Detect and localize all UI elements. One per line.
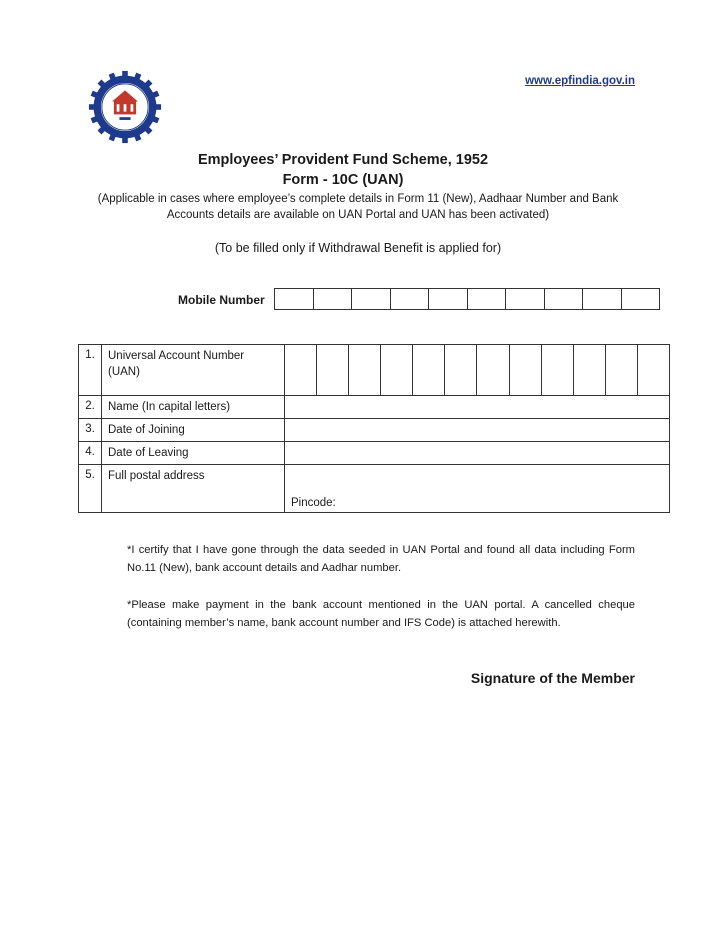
mobile-digit-box[interactable] [621,289,660,309]
applicability-note: (Applicable in cases where employee’s complete details in Form 11 (New), Aadhaar Number and Bank Accounts details are available on UAN Portal and UAN has been activated) [97,193,619,221]
date-of-leaving-label: Date of Leaving [102,442,285,465]
date-of-joining-input[interactable] [285,419,670,442]
uan-input[interactable] [285,345,670,396]
table-row [79,396,670,419]
uan-digit-box[interactable] [316,345,348,395]
uan-digit-box[interactable] [285,345,316,395]
uan-digit-box[interactable] [573,345,605,395]
date-of-leaving-input[interactable] [285,442,670,465]
mobile-digit-box[interactable] [544,289,583,309]
row-number: 3. [79,419,102,442]
website-link[interactable]: www.epfindia.gov.in [525,75,635,87]
row-number: 1. [79,345,102,396]
table-row [79,465,670,513]
withdrawal-note: (To be filled only if Withdrawal Benefit is applied for) [214,241,502,255]
member-details-table [78,344,670,513]
uan-digit-box[interactable] [348,345,380,395]
uan-digit-box[interactable] [541,345,573,395]
certification-text: *I certify that I have gone through the data seeded in UAN Portal and found all data including Form No.11 (New), bank account details and Aadhar number. [127,544,635,574]
mobile-digit-box[interactable] [351,289,390,309]
date-of-joining-label: Date of Joining [102,419,285,442]
table-row [79,419,670,442]
uan-digit-box[interactable] [509,345,541,395]
form-title: Form - 10C (UAN) [282,172,404,188]
pincode-label: Pincode: [291,497,336,509]
uan-label: Universal Account Number (UAN) [102,345,285,396]
mobile-digit-box[interactable] [467,289,506,309]
mobile-digit-box[interactable] [313,289,352,309]
mobile-digit-box[interactable] [390,289,429,309]
uan-digit-box[interactable] [637,345,669,395]
payment-instruction-text: *Please make payment in the bank account mentioned in the UAN portal. A cancelled cheque (containing member’s name, bank account number and IFS Code) is attached herewith. [127,599,635,629]
mobile-number-field[interactable] [274,288,660,310]
uan-digit-box[interactable] [412,345,444,395]
uan-digit-box[interactable] [380,345,412,395]
member-signature-label: Signature of the Member [470,670,635,686]
mobile-digit-box[interactable] [505,289,544,309]
name-label: Name (In capital letters) [102,396,285,419]
uan-digit-box[interactable] [605,345,637,395]
scheme-title: Employees’ Provident Fund Scheme, 1952 [197,152,489,168]
uan-digit-box[interactable] [444,345,476,395]
mobile-digit-box[interactable] [275,289,313,309]
row-number: 4. [79,442,102,465]
row-number: 2. [79,396,102,419]
uan-digit-box[interactable] [476,345,508,395]
postal-address-input[interactable] [285,465,670,513]
table-row [79,442,670,465]
table-row [79,345,670,396]
mobile-number-label: Mobile Number [178,293,265,307]
row-number: 5. [79,465,102,513]
epfo-logo [88,70,162,144]
mobile-digit-box[interactable] [428,289,467,309]
mobile-digit-box[interactable] [582,289,621,309]
name-input[interactable] [285,396,670,419]
postal-address-label: Full postal address [102,465,285,513]
